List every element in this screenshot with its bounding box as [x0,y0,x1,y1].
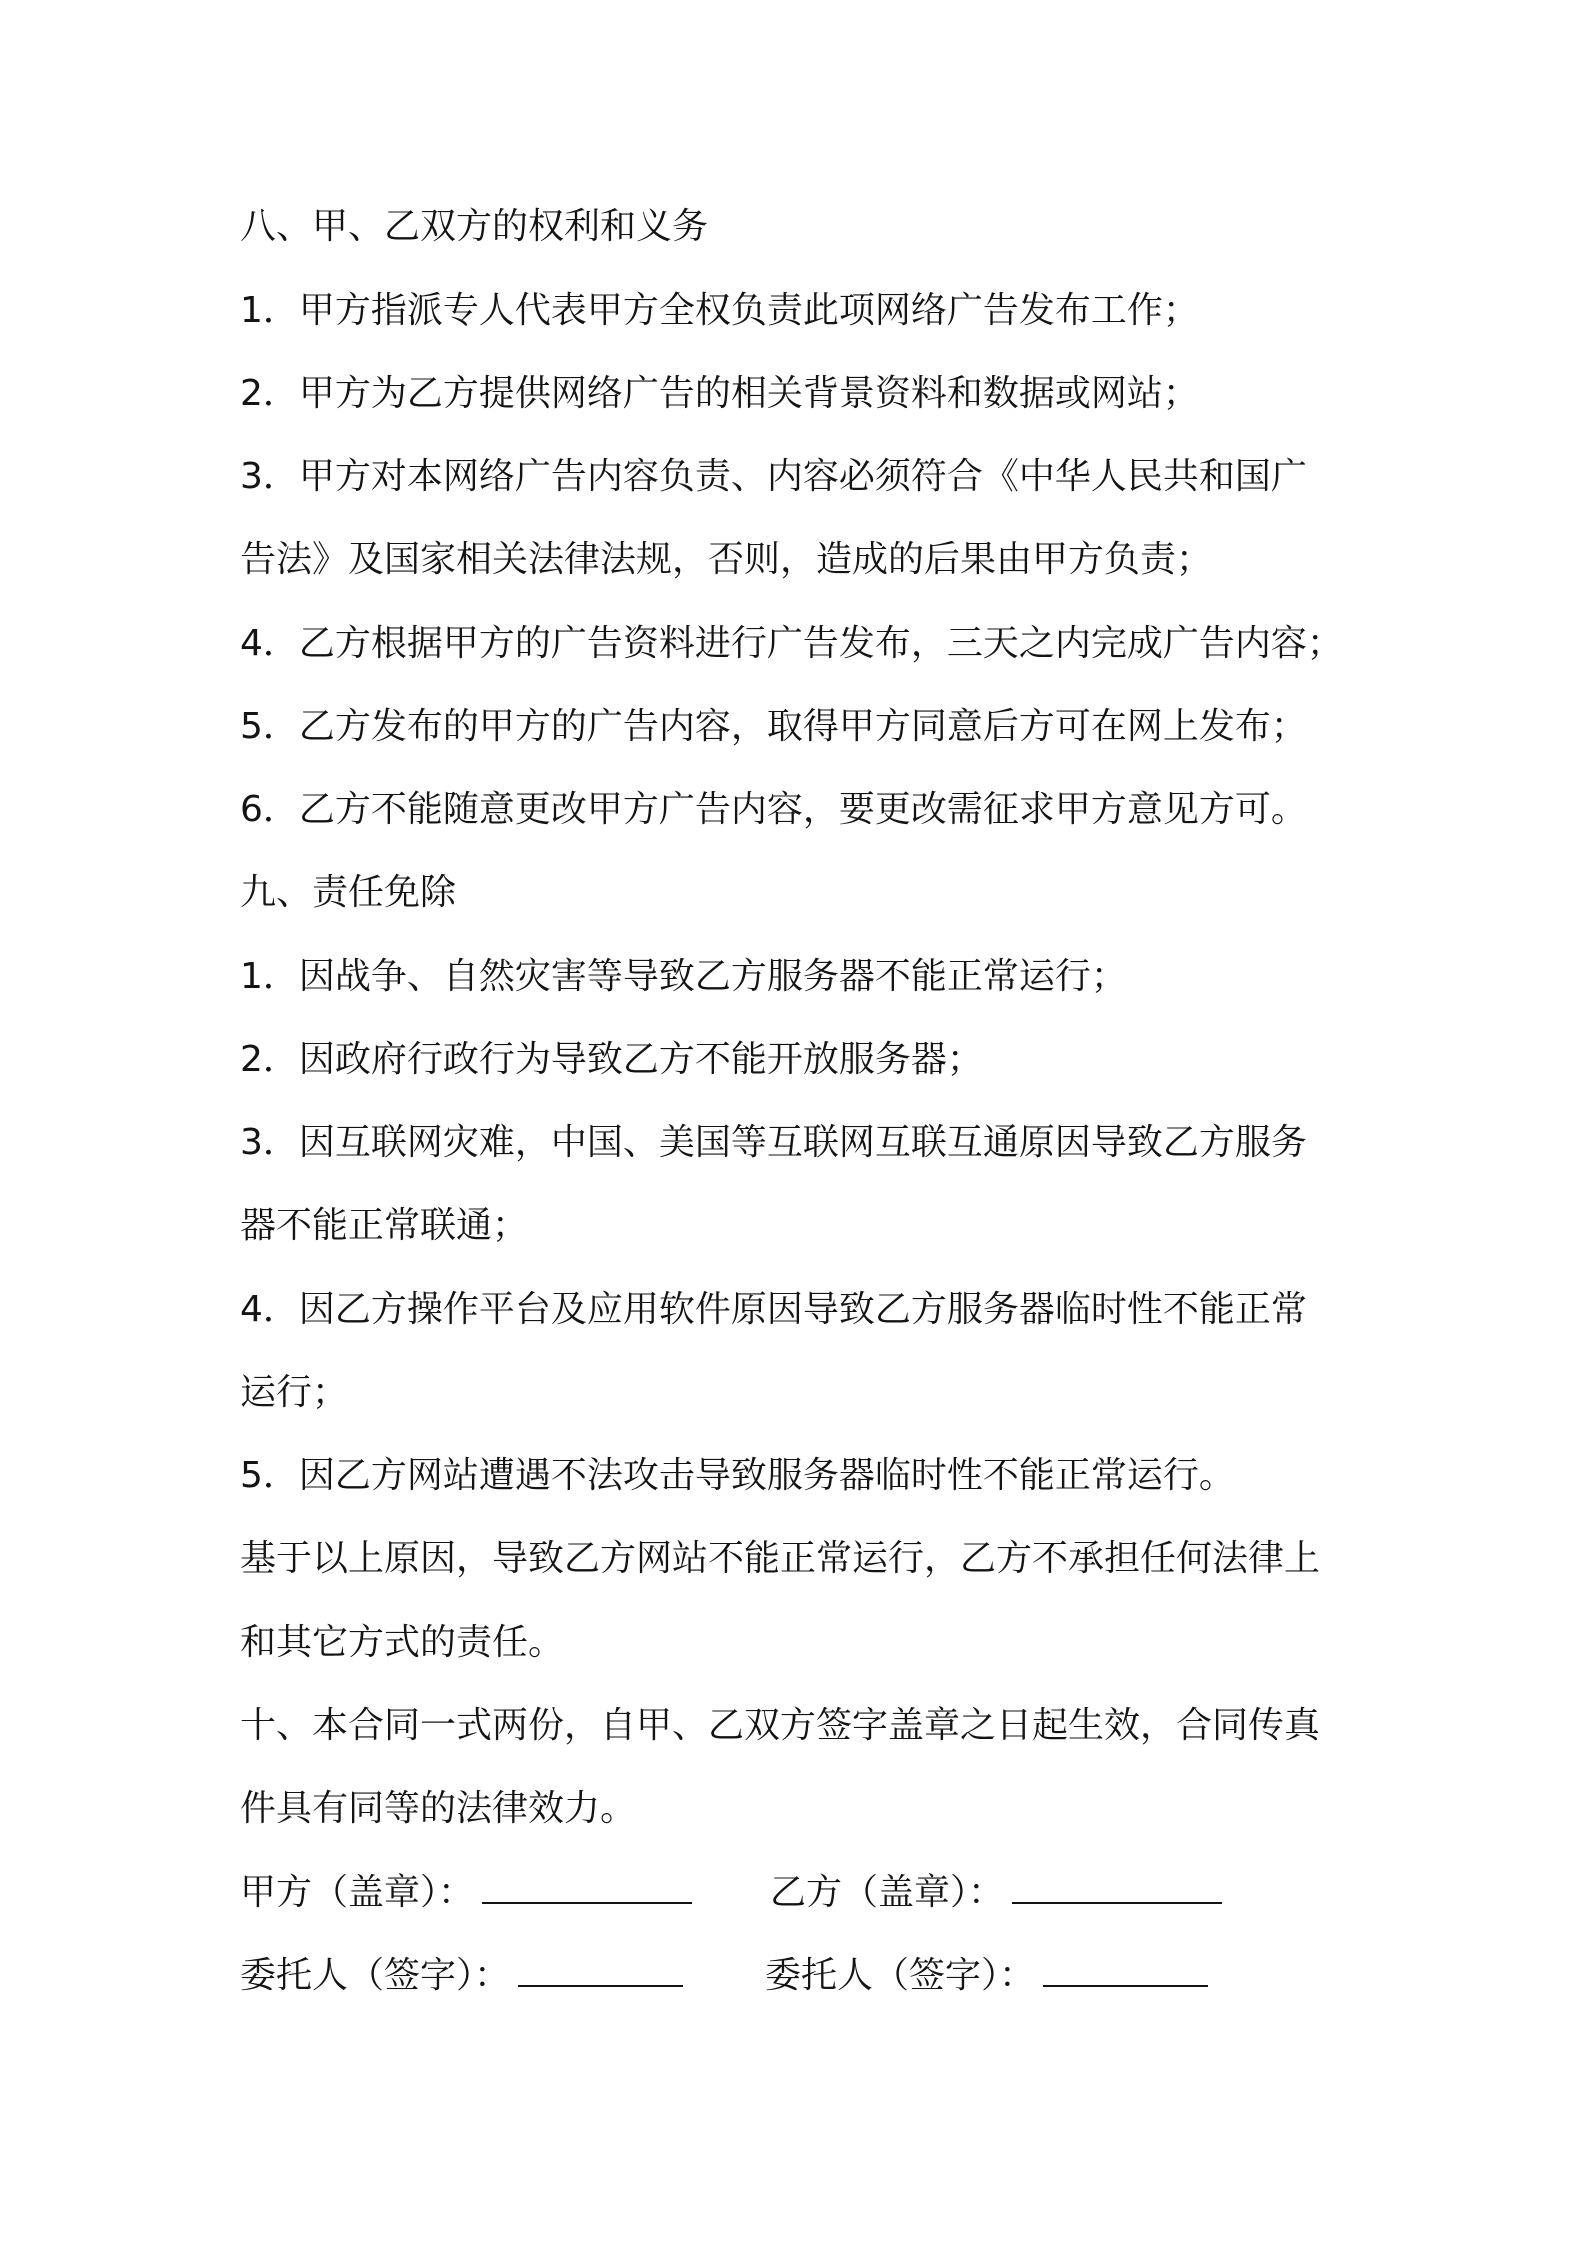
party-a-seal-blank[interactable] [482,1872,692,1904]
party-a-seal-label: 甲方（盖章）： [240,1872,475,1913]
section-8-heading: 八、甲、乙双方的权利和义务 [240,206,709,247]
party-b-seal-label: 乙方（盖章）： [770,1872,1005,1913]
clause-9-3-line-2: 器不能正常联通； [240,1205,529,1246]
clause-9-3-line-1: 3．因互联网灾难，中国、美国等互联网互联互通原因导致乙方服务 [240,1122,1307,1163]
signature-row [240,1954,1340,2002]
clause-8-2: 2．甲方为乙方提供网络广告的相关背景资料和数据或网站； [240,373,1199,414]
party-b-seal-blank[interactable] [1012,1872,1222,1904]
exemption-summary-line-2: 和其它方式的责任。 [240,1622,565,1663]
agent-b-sign-label: 委托人（签字）： [765,1955,1036,1996]
section-9-heading: 九、责任免除 [240,872,457,913]
clause-8-6: 6．乙方不能随意更改甲方广告内容，要更改需征求甲方意见方可。 [240,789,1307,830]
seal-row [240,1871,1340,1919]
agent-a-sign-field[interactable] [240,1954,683,1998]
clause-9-4-line-2: 运行； [240,1372,349,1413]
section-10-line-1: 十、本合同一式两份，自甲、乙双方签字盖章之日起生效，合同传真 [240,1705,1321,1746]
party-b-seal-field[interactable] [770,1871,1222,1915]
exemption-summary-line-1: 基于以上原因，导致乙方网站不能正常运行，乙方不承担任何法律上 [240,1538,1321,1579]
clause-8-3-line-2: 告法》及国家相关法律法规，否则，造成的后果由甲方负责； [240,539,1213,580]
clause-9-2: 2．因政府行政行为导致乙方不能开放服务器； [240,1039,983,1080]
clause-8-5: 5．乙方发布的甲方的广告内容，取得甲方同意后方可在网上发布； [240,706,1307,747]
clause-9-5: 5．因乙方网站遭遇不法攻击导致服务器临时性不能正常运行。 [240,1455,1235,1496]
clause-8-3-line-1: 3．甲方对本网络广告内容负责、内容必须符合《中华人民共和国广 [240,456,1307,497]
agent-a-sign-label: 委托人（签字）： [240,1955,511,1996]
agent-b-sign-field[interactable] [765,1954,1208,1998]
clause-8-4: 4．乙方根据甲方的广告资料进行广告发布，三天之内完成广告内容； [240,623,1343,664]
clause-9-1: 1．因战争、自然灾害等导致乙方服务器不能正常运行； [240,956,1127,997]
clause-8-1: 1．甲方指派专人代表甲方全权负责此项网络广告发布工作； [240,290,1199,331]
clause-9-4-line-1: 4．因乙方操作平台及应用软件原因导致乙方服务器临时性不能正常 [240,1289,1307,1330]
agent-a-sign-blank[interactable] [518,1955,683,1987]
agent-b-sign-blank[interactable] [1043,1955,1208,1987]
party-a-seal-field[interactable] [240,1871,692,1915]
section-10-line-2: 件具有同等的法律效力。 [240,1788,637,1829]
